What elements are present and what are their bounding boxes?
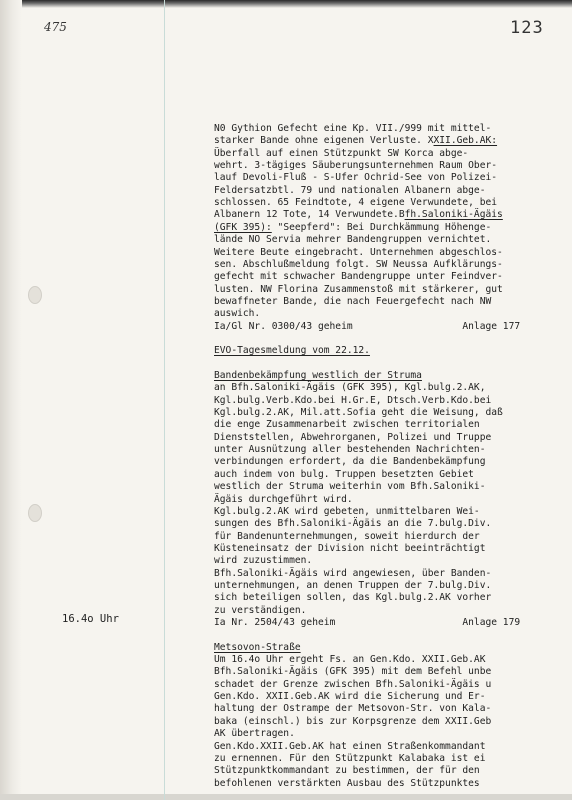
text-line: Dienststellen, Abwehrorganen, Polizei und Truppe [214, 431, 492, 443]
text-line: baka (einschl.) bis zur Korpsgrenze dem XXII.Geb [214, 715, 492, 727]
page-bottom-edge [0, 794, 572, 800]
text-line: auswich. [214, 308, 261, 320]
page-top-edge [0, 0, 572, 8]
text-line: wehrt. 3-tägiges Säuberungsunternehmen Raum Ober- [214, 160, 498, 172]
text-line: (GFK 395): "Seepferd": Bei Durchkämmung Höhenge- [214, 221, 492, 233]
text-line: Küsteneinsatz der Division nicht beeinträchtigt [214, 542, 486, 554]
text-line: Ägäis durchgeführt wird. [214, 493, 353, 505]
text-line: schlossen. 65 Feindtote, 4 eigene Verwundete, bei [214, 197, 498, 209]
folio-number: 475 [44, 20, 67, 34]
text-line: Kgl.bulg.2.AK, Mil.att.Sofia geht die Weisung, daß [214, 407, 503, 419]
text-line: EVO-Tagesmeldung vom 22.12. [214, 345, 370, 357]
margin-time-note: 16.4o Uhr [62, 613, 119, 625]
text-line: lusten. NW Florina Zusammenstoß mit stärkerer, gut [214, 283, 503, 295]
text-line: starker Bande ohne eigenen Verluste. XXII.Geb.AK: [214, 135, 498, 147]
page-left-edge [0, 0, 22, 800]
text-line: westlich der Struma weiterhin vom Bfh.Saloniki- [214, 481, 486, 493]
text-line: Ia/Gl Nr. 0300/43 geheim Anlage 177 [214, 320, 521, 332]
text-line: Metsovon-Straße [214, 641, 301, 653]
text-line: Kgl.bulg.Verb.Kdo.bei H.Gr.E, Dtsch.Verb.Kdo.bei [214, 394, 492, 406]
punch-hole [28, 286, 42, 304]
text-line: befohlenen verstärkten Ausbau des Stützpunktes [214, 777, 480, 789]
text-line: an Bfh.Saloniki-Ägäis (GFK 395), Kgl.bulg.2.AK, [214, 382, 486, 394]
text-line: Überfall auf einen Stützpunkt SW Korca abge- [214, 147, 469, 159]
text-line: sungen des Bfh.Saloniki-Ägäis an die 7.bulg.Div. [214, 518, 492, 530]
text-line: zu ernennen. Für den Stützpunkt Kalabaka ist ei [214, 752, 486, 764]
text-line: schadet der Grenze zwischen Bfh.Saloniki-Ägäis u [214, 678, 492, 690]
text-line: unter Ausnützung aller bestehenden Nachrichten- [214, 444, 486, 456]
text-line: zu verständigen. [214, 604, 307, 616]
text-line: AK übertragen. [214, 728, 295, 740]
text-line: Bfh.Saloniki-Ägäis wird angewiesen, über Banden- [214, 567, 492, 579]
text-line: lände NO Servia mehrer Bandengruppen vernichtet. [214, 234, 492, 246]
text-line: sich beteiligen sollen, das Kgl.bulg.2.AK vorher [214, 592, 492, 604]
text-line: Gen.Kdo. XXII.Geb.AK wird die Sicherung und Er- [214, 691, 486, 703]
text-line: wird zuzustimmen. [214, 555, 313, 567]
text-line: lauf Devoli-Fluß - S-Ufer Ochrid-See von Polizei- [214, 172, 498, 184]
text-line: Kgl.bulg.2.AK wird gebeten, unmittelbaren Wei- [214, 505, 480, 517]
text-line: Um 16.4o Uhr ergeht Fs. an Gen.Kdo. XXII.Geb.AK [214, 654, 486, 666]
text-line: N0 Gythion Gefecht eine Kp. VII./999 mit mittel- [214, 123, 492, 134]
text-line: gefecht mit schwacher Bandengruppe unter Feindver- [214, 271, 503, 283]
punch-hole [28, 504, 42, 522]
text-line: Bfh.Saloniki-Ägäis (GFK 395) mit dem Befehl unbe [214, 666, 492, 678]
text-line: für Bandenunternehmungen, soweit hierdurch der [214, 530, 480, 542]
text-line: Albanern 12 Tote, 14 Verwundete.Bfh.Saloniki-Ägäis [214, 209, 503, 221]
text-line: verbindungen erfordert, da die Bandenbekämpfung [214, 456, 486, 468]
text-line: Feldersatzbtl. 79 und nationalen Albanern abge- [214, 184, 486, 196]
text-line: Bandenbekämpfung westlich der Struma [214, 370, 422, 381]
text-line: Weitere Beute eingebracht. Unternehmen abgeschlos- [214, 246, 503, 258]
text-line: sen. Abschlußmeldung folgt. SW Neussa Aufklärungs- [214, 258, 503, 270]
text-line: bewaffneter Bande, die nach Feuergefecht nach NW [214, 295, 492, 307]
text-line: Ia Nr. 2504/43 geheim Anlage 179 [214, 617, 521, 628]
text-line: haltung der Ostrampe der Metsovon-Str. von Kala- [214, 703, 492, 715]
text-line: die enge Zusammenarbeit zwischen territorialen [214, 419, 480, 431]
text-line: unternehmungen, an denen Truppen der 7.bulg.Div. [214, 579, 492, 591]
text-line: Stützpunktkommandant zu bestimmen, der für den [214, 765, 480, 777]
margin-rule [164, 0, 165, 800]
page-number: 123 [510, 18, 544, 38]
text-line: auch indem von bulg. Truppen besetzten Gebiet [214, 468, 474, 480]
text-line: Gen.Kdo.XXII.Geb.AK hat einen Straßenkommandant [214, 740, 486, 752]
